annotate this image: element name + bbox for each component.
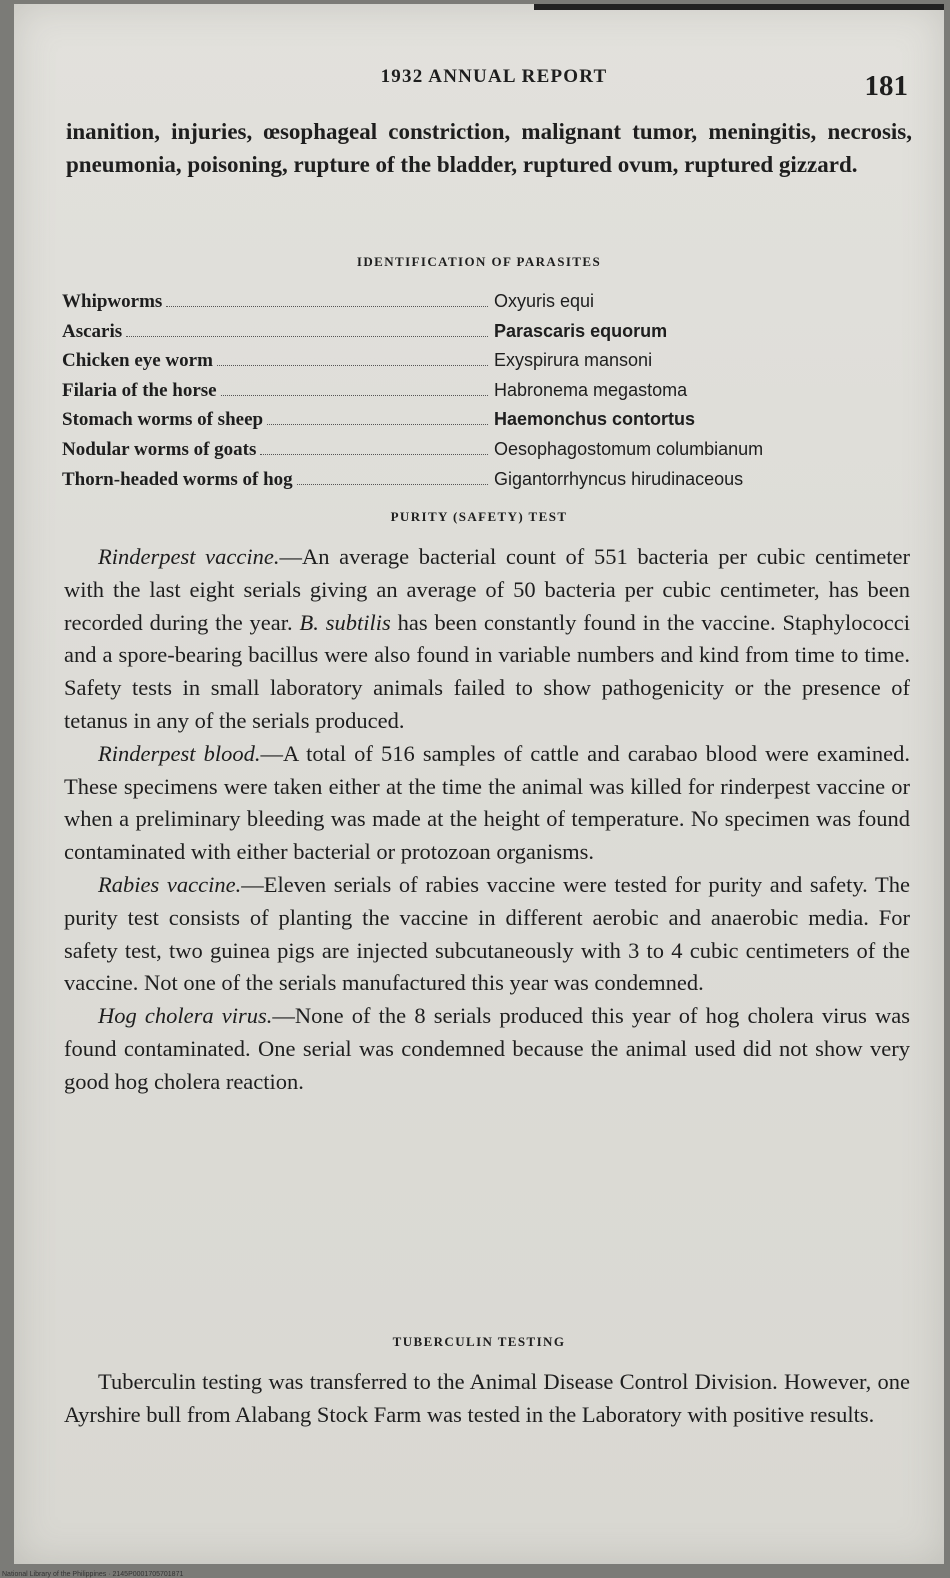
paragraph-title: Rinderpest blood.: [98, 740, 261, 766]
rinderpest-vaccine-paragraph: [64, 541, 910, 738]
tuberculin-paragraph: Tuberculin testing was transferred to the Animal Disease Control Division. However, one Ayrshire bull from Alabang Stock Farm was tested in the Laboratory with positive results.: [64, 1369, 910, 1427]
intro-text: inanition, injuries, œsophageal constriction, malignant tumor, meningitis, necrosis, pneumonia, poisoning, rupture of the bladder, ruptured ovum, ruptured gizzard.: [66, 119, 912, 177]
parasite-scientific-name: Oxyuris equi: [494, 291, 595, 311]
dot-leader: [267, 424, 488, 425]
parasite-common-name: Whipworms: [62, 291, 163, 312]
parasite-row: [62, 287, 872, 317]
parasite-row: [62, 465, 872, 495]
organism-name: B. subtilis: [299, 609, 391, 635]
intro-paragraph: [66, 116, 912, 182]
document-page: [2, 4, 944, 1578]
parasite-scientific-name: Oesophagostomum columbianum: [494, 438, 764, 459]
parasite-row: [62, 435, 872, 465]
paragraph-body: —None of the 8 serials produced this year of hog cholera virus was found contaminated. One serial was condemned because the animal used did not show very good hog cholera reaction.: [64, 1003, 910, 1094]
parasite-scientific-name: Gigantorrhyncus hirudinaceous: [494, 468, 744, 489]
parasite-row: [62, 317, 872, 347]
parasite-table: [62, 287, 872, 494]
parasite-scientific-name: Parascaris equorum: [494, 320, 668, 341]
parasite-row: [62, 346, 872, 376]
dot-leader: [166, 306, 488, 307]
parasites-heading: IDENTIFICATION OF PARASITES: [356, 254, 602, 269]
dot-leader: [126, 336, 488, 337]
purity-heading: PURITY (SAFETY) TEST: [390, 509, 568, 524]
paragraph-body: —An average bacterial count of 551 bacteria per cubic centimeter with the last eight serials giving an average of 50 bacteria per cubic centimeter, has been recorded during the year.: [64, 544, 910, 635]
paragraph-body: —Eleven serials of rabies vaccine were tested for purity and safety. The purity test consists of planting the vaccine in different aerobic and anaerobic media. For safety test, two guinea pigs are injected subcutaneously with 3 to 4 cubic centimeters of the vaccine. Not one of the serials manufactured this year was condemned.: [64, 871, 910, 996]
parasite-scientific-name: Exyspirura mansoni: [494, 350, 653, 371]
paragraph-title: Hog cholera virus.: [98, 1003, 273, 1029]
purity-section: [64, 541, 910, 1099]
parasite-common-name: Ascaris: [62, 320, 123, 342]
running-head: 1932 ANNUAL REPORT: [380, 66, 608, 87]
dot-leader: [260, 454, 488, 455]
parasite-scientific-name: Habronema megastoma: [494, 379, 688, 400]
parasite-scientific-name: Haemonchus contortus: [494, 409, 696, 430]
parasite-common-name: Stomach worms of sheep: [62, 409, 264, 431]
parasite-common-name: Filaria of the horse: [62, 379, 217, 401]
rinderpest-blood-paragraph: [64, 738, 910, 869]
dot-leader: [217, 365, 488, 366]
tuberculin-heading: TUBERCULIN TESTING: [392, 1334, 566, 1349]
paragraph-title: Rabies vaccine.: [98, 871, 242, 897]
parasite-common-name: Chicken eye worm: [62, 350, 213, 372]
parasite-common-name: Thorn-headed worms of hog: [62, 468, 293, 490]
paragraph-body: —A total of 516 samples of cattle and carabao blood were examined. These specimens were taken either at the time the animal was killed for rinderpest vaccine or when a preliminary bleeding was made at the height of temperature. No specimen was found contaminated with either bacterial or protozoan organisms.: [64, 740, 910, 865]
parasite-row: [62, 376, 872, 406]
source-footer: National Library of the Philippines · 2145P0001705701871: [2, 1571, 184, 1578]
hog-cholera-paragraph: [64, 1000, 910, 1098]
page-number: 181: [864, 70, 908, 102]
dot-leader: [221, 395, 488, 396]
top-edge-rule: [534, 4, 944, 10]
paragraph-body-continued: has been constantly found in the vaccine. Staphylococci and a spore-bearing bacillus were also found in variable numbers and kind from time to time. Safety tests in small laboratory animals failed to show pathogenicity or the presence of tetanus in any of the serials produced.: [64, 609, 911, 733]
rabies-vaccine-paragraph: [64, 869, 910, 1000]
parasite-row: [62, 405, 872, 435]
paragraph-title: Rinderpest vaccine.: [98, 544, 280, 569]
parasite-common-name: Nodular worms of goats: [62, 438, 257, 460]
dot-leader: [297, 484, 488, 485]
tuberculin-section: [64, 1366, 910, 1432]
